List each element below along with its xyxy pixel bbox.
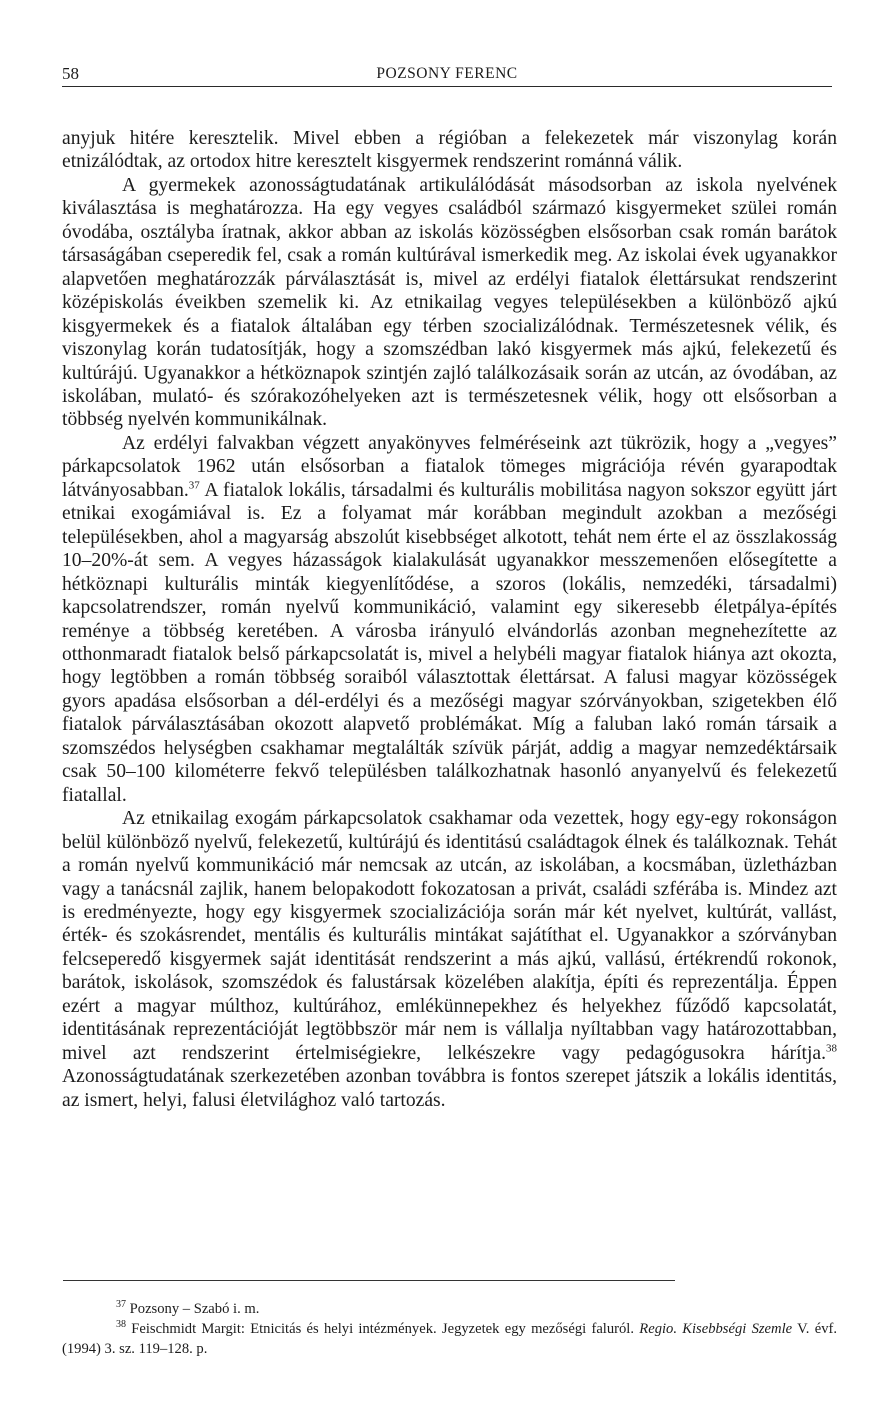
paragraph: [62, 432, 837, 807]
paragraph-text: Azonosságtudatának szerkezetében azonban továbbra is fontos szerepet játszik a lokális identitás, az ismert, helyi, falusi életvilághoz való tartozás.: [62, 1066, 837, 1111]
footnote-text: V. évf. (1994) 3. sz. 119–128. p.: [62, 1321, 838, 1357]
paragraph: [62, 127, 837, 174]
paragraph-text: anyjuk hitére keresztelik. Mivel ebben a régióban a felekezetek már viszonylag korán etnizálódtak, az ortodox hitre keresztelt kisgyermek rendszerint románná válik.: [62, 128, 837, 173]
paragraph-text: Az etnikailag exogám párkapcsolatok csakhamar oda vezettek, hogy egy-egy rokonságon belül különböző nyelvű, felekezetű, kultúrájú és identitású családtagok élnek és találkoznak. Tehát a román nyelvű kommunikáció már nemcsak az utcán, az iskolában, a kocsmában, üzletházban vagy a tanácsnál zajlik, hanem belopakodott fokozatosan a privát, családi szférába is. Mindez azt is eredményezte, hogy egy kisgyermek szocializációja során már két nyelvet, kultúrát, vallást, érték- és szokásrendet, mentális és kulturális mintákat sajátíthat el. Ugyanakkor a szórványban felcseperedő kisgyermek saját identitását rendszerint a más ajkú, vallású, értékrendű rokonok, barátok, iskolások, szomszédok és falustársak közelében alakítja, építi és reprezentálja. Éppen ezért a magyar múlthoz, kultúrához, emlékünnepekhez és helyekhez fűződő kapcsolatát, identitásának reprezentációját legtöbbször már nem is vállalja nyíltabban vagy határozottabban, mivel azt rendszerint értelmiségiekre, lelkészekre vagy pedagógusokra hárítja.: [62, 808, 837, 1064]
footnote-text: Feischmidt Margit: Etnicitás és helyi intézmények. Jegyzetek egy mezőségi faluról.: [131, 1321, 640, 1337]
footnote-ref: 38: [826, 1042, 837, 1055]
footnote: [62, 1319, 837, 1359]
paragraph-text: A gyermekek azonosságtudatának artikulálódását másodsorban az iskola nyelvének kiválasztása is meghatározza. Ha egy vegyes családból származó kisgyermeket szülei román óvodába, osztályba íratnak, akkor abban az iskolás közösségben elsősorban csak román barátok társaságában cseperedik fel, csak a román kultúrával ismerkedik meg. Az iskolai évek ugyanakkor alapvetően meghatározzák párválasztását is, mivel az erdélyi fiatalok élettársukat rendszerint középiskolás éveikben szemelik ki. Az etnikailag vegyes településekben a különböző ajkú kisgyermekek és a fiatalok általában egy térben szocializálódnak. Természetesnek vélik, és viszonylag korán tudatosítják, hogy a szomszédban lakó kisgyermek más ajkú, felekezetű és kultúrájú. Ugyanakkor a hétköznapok szintjén zajló találkozásaik során az utcán, az óvodában, az iskolában, mulató- és szórakozóhelyeken azt is természetesnek vélik, hogy ott elsősorban a többség nyelvén kommunikálnak.: [62, 174, 837, 431]
footnote-divider: [63, 1280, 675, 1281]
footnote-ref: 37: [188, 479, 200, 492]
footnotes: [62, 1299, 837, 1359]
paragraph: [62, 174, 837, 432]
footnote-text: Pozsony – Szabó i. m.: [129, 1301, 260, 1317]
footnote-number: 37: [116, 1299, 126, 1311]
paragraph-text: A fiatalok lokális, társadalmi és kulturális mobilitása nagyon sokszor együtt járt etnikai exogámiával is. Ez a folyamat már korábban megindult azokban a mezőségi településekben, ahol a magyarság abszolút kisebbséget alkotott, tehát nem érte el az összlakosság 10–20%-át sem. A vegyes házasságok kialakulását ugyanakkor messzemenően elősegítette a hétköznapi kulturális minták kiegyenlítődése, a szoros (lokális, nemzedéki, társadalmi) kapcsolatrendszer, román nyelvű kommunikáció, valamint egy sikeresebb életpálya-építés reménye a többség keretében. A városba irányuló elvándorlás azonban megnehezítette az otthonmaradt fiatalok belső párkapcsolatát is, mivel a helybéli magyar fiatalok hiánya azt okozta, hogy legtöbben a román többség soraiból választottak élettársat. A falusi magyar közösségek gyors apadása elsősorban a dél-erdélyi és a mezőségi magyar szórványokban, szigetekben élő fiatalok párválasztásában okozott alapvető problémákat. Míg a faluban lakó román társaik a szomszédos helységben csakhamar megtalálták szívük párját, addig a magyar nemzedéktársaik csak 50–100 kilométerre fekvő településben találkozhatnak hasonló anyanyelvű és felekezetű fiatallal.: [62, 479, 837, 806]
footnote-number: 38: [116, 1319, 126, 1331]
page-number: 58: [62, 64, 79, 83]
journal-title: Regio. Kisebbségi Szemle: [639, 1321, 793, 1337]
running-head: POZSONY FERENC: [376, 65, 518, 82]
paragraph-text: Az erdélyi falvakban végzett anyakönyves felméréseink azt tükrözik, hogy a „vegyes” párkapcsolatok 1962 után elsősorban a fiatalok tömeges migrációja révén gyarapodtak látványosabban.: [62, 432, 837, 501]
body-text: [62, 127, 837, 1112]
paragraph: [62, 807, 837, 1112]
footnote: [62, 1299, 837, 1319]
page-header: [62, 64, 832, 87]
